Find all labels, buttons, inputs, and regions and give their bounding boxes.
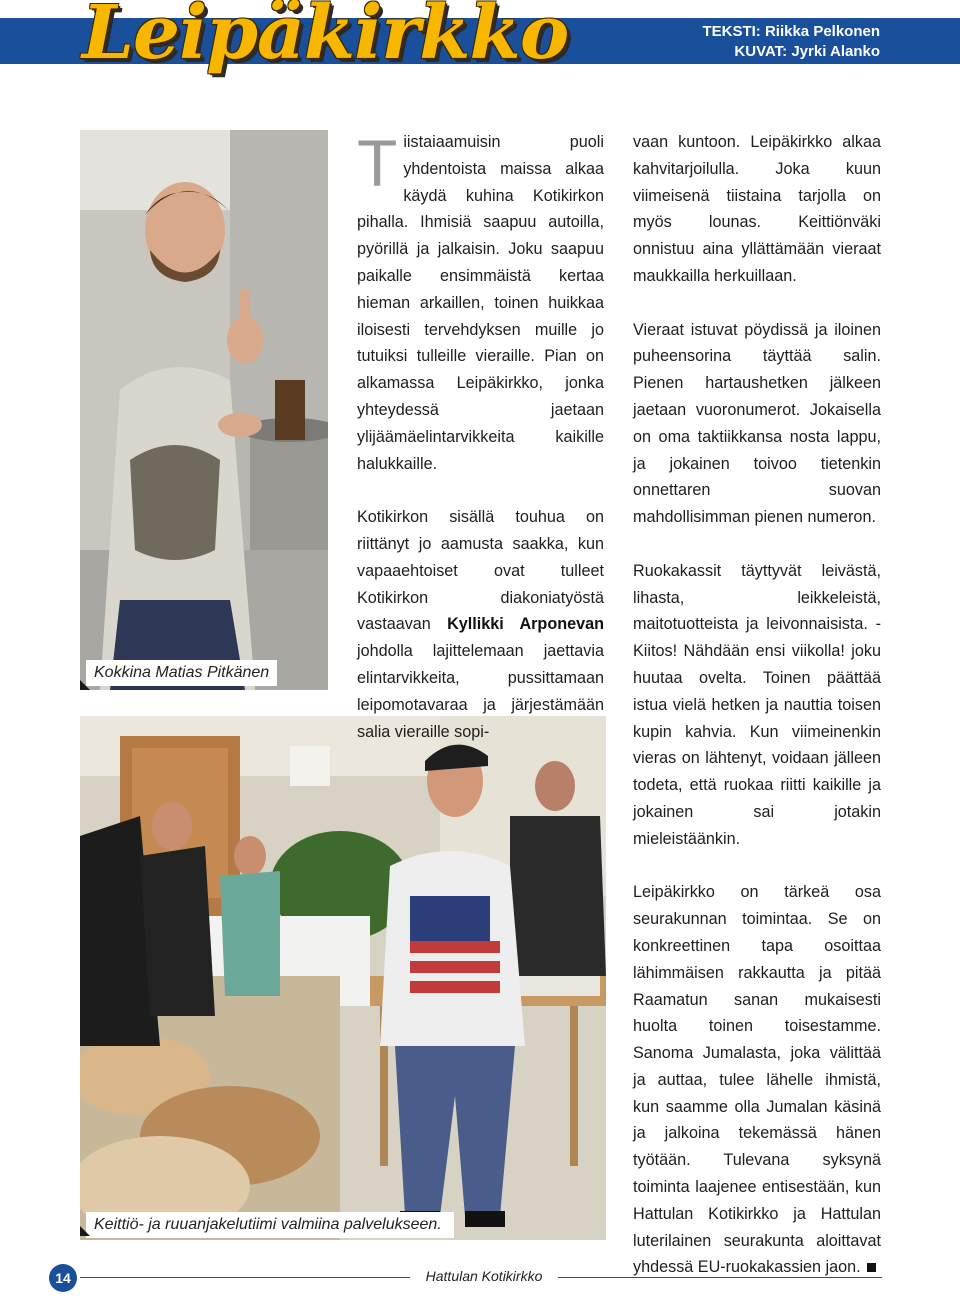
credit-photos: KUVAT: Jyrki Alanko: [734, 43, 880, 60]
drop-cap: T: [357, 126, 398, 200]
footer-rule-left: [80, 1277, 410, 1278]
paragraph-2-part-a: johdolla lajittelemaan jaettavia elintarvikkeita, pussittamaan leipomotavaraa ja järjestämään salia vieraille sopi-: [357, 642, 604, 741]
article-title: Leipäkirkko: [82, 0, 569, 76]
caption-corner-top: [80, 680, 90, 690]
footer-publication: Hattulan Kotikirkko: [425, 1268, 543, 1284]
end-mark: [867, 1263, 876, 1272]
paragraph-2: [357, 504, 604, 745]
paragraph-1-text: iistaiaamuisin puoli yhdentoista maissa alkaa käydä kuhina Kotikirkon pihalla. Ihmisiä saapuu autoilla, pyörillä ja jalkaisin. Joku saapuu paikalle ensimmäistä kertaa hieman arkaillen, toinen huikkaa iloisesti tervehdyksen muille jo tutuiksi tulleille vieraille. Pian on alkamassa Leipäkirkko, jonka yhteydessä jaetaan ylijäämäelintarvikkeita kaikille halukkaille.: [357, 133, 604, 473]
caption-bottom: Keittiö- ja ruuanjakelutiimi valmiina palvelukseen.: [86, 1212, 454, 1238]
paragraph-2-continued: vaan kuntoon. Leipäkirkko alkaa kahvitarjoilulla. Joka kuun viimeisenä tiistaina tarjolla on myös lounas. Keittiönväki onnistuu aina yllättämään vieraat maukkailla herkuillaan.: [633, 133, 881, 285]
paragraph-1: [357, 126, 604, 477]
paragraph-4: Ruokakassit täyttyvät leivästä, lihasta, leikkeleistä, maitotuotteista ja leivonnaisista. -Kiitos! Nähdään ensi viikolla! joku huutaa ovelta. Toinen päättää istua vielä hetken ja nauttia toisen kupin kahvia. Kun viimeinenkin vieras on lähtenyt, voidaan jälleen todeta, että ruokaa riitti kaikille ja jokainen sai jotakin mieleistäänkin.: [633, 561, 881, 848]
paragraph-2-lead: Kotikirkon sisällä touhua on riittänyt jo aamusta saakka, kun vapaaehtoiset ovat tulleet Kotikirkon diakoniatyöstä vastaavan: [357, 508, 604, 634]
photo-team: [80, 716, 606, 1240]
paragraph-5-text: Leipäkirkko on tärkeä osa seurakunnan toimintaa. Se on konkreettinen tapa osoittaa lähimmäisen rakkautta ja pitää Raamatun sanan mukaisesti huolta toinen toisestamme. Sanoma Jumalasta, joka välittää ja auttaa, tulee lähelle ihmistä, kun saamme olla Jumalan käsinä ja jalkoina tekemässä hänen työtään. Tulevana syksynä toiminta laajenee entisestään, kun Hattulan Kotikirkko ja Hattulan luterilainen seurakunta aloittavat yhdessä EU-ruokakassien jaon.: [633, 883, 881, 1277]
article-column-1: [357, 126, 604, 772]
caption-corner-bottom: [80, 1226, 90, 1236]
photo-cook: [80, 130, 328, 690]
article-column-2: [633, 129, 881, 1308]
credit-text: TEKSTI: Riikka Pelkonen: [702, 23, 880, 40]
footer-rule-right: [558, 1277, 882, 1278]
paragraph-5: [633, 879, 881, 1281]
caption-top: Kokkina Matias Pitkänen: [86, 660, 277, 686]
paragraph-3: Vieraat istuvat pöydissä ja iloinen puheensorina täyttää salin. Pienen hartaushetken jälkeen jaetaan vuoronumerot. Jokaisella on oma taktiikkansa nosta lappu, ja jokainen toivoo tietenkin onnettaren suovan mahdollisimman pienen numeron.: [633, 320, 881, 527]
page-number: 14: [49, 1264, 77, 1292]
credits: [702, 22, 880, 62]
paragraph-2-name: Kyllikki Arponevan: [447, 615, 604, 634]
